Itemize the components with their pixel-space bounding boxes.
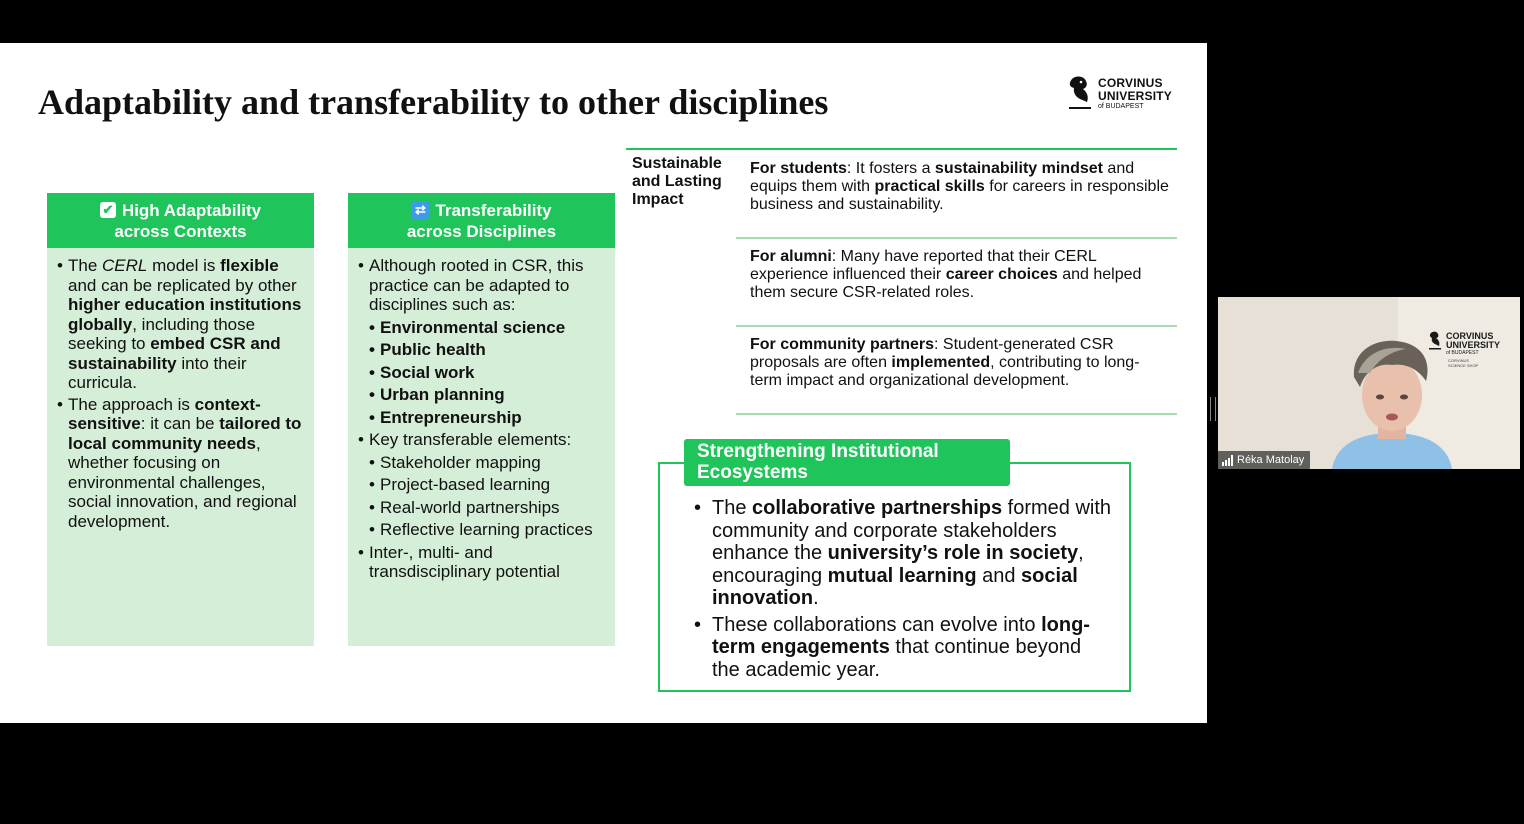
transferable-element-item: • Reflective learning practices: [358, 520, 605, 540]
list-item: [694, 497, 1114, 610]
text-run: into their curricula.: [68, 353, 247, 392]
impact-alumni: [750, 248, 1170, 302]
text-run: implemented: [891, 354, 991, 371]
text-run: university’s role in society: [827, 542, 1079, 564]
divider: [736, 237, 1177, 239]
panel-resize-handle[interactable]: [1210, 397, 1216, 421]
card-heading: ✔ High Adaptability across Contexts: [47, 193, 314, 248]
card-body: [47, 248, 314, 531]
text-run: social innovation: [712, 564, 1078, 609]
text-run: , contributing to long-term impact and organizational development.: [750, 354, 1140, 389]
list-item: • Although rooted in CSR, this practice can be adapted to disciplines such as:: [358, 256, 605, 315]
list-item: • Key transferable elements:: [358, 430, 605, 450]
list-item: [57, 395, 304, 532]
transferable-element-item: • Project-based learning: [358, 475, 605, 495]
text-run: These collaborations can evolve into: [712, 613, 1042, 636]
text-run: model is: [147, 256, 221, 275]
text-run: practical skills: [874, 178, 985, 195]
text-run: The: [68, 256, 103, 275]
text-run: and can be replicated by other: [68, 275, 297, 295]
strengthening-heading: Strengthening Institutional Ecosystems: [684, 439, 1010, 486]
text-run: long-term engagements: [712, 613, 1090, 658]
text-run: For community partners: [750, 336, 935, 353]
text-run: The approach is: [68, 394, 195, 414]
text-run: career choices: [945, 266, 1058, 283]
discipline-item: • Public health: [358, 340, 605, 360]
discipline-item: • Urban planning: [358, 385, 605, 405]
raven-logo-icon: [1066, 75, 1094, 111]
text-run: context-sensitive: [68, 394, 261, 433]
strengthening-body: [694, 497, 1114, 685]
transferable-element-item: • Stakeholder mapping: [358, 453, 605, 473]
text-run: For students: [750, 160, 847, 177]
check-box-icon: ✔: [100, 202, 116, 218]
card-body: [348, 248, 615, 582]
impact-label: Sustainable and Lasting Impact: [632, 155, 722, 208]
text-run: : Many have reported that their CERL experience influenced their: [750, 248, 1097, 283]
text-run: tailored to local community needs: [68, 414, 302, 453]
text-run: higher education institutions globally: [68, 295, 302, 334]
text-run: embed CSR and sustainability: [68, 334, 281, 373]
discipline-item: • Entrepreneurship: [358, 408, 605, 428]
text-run: , including those seeking to: [68, 314, 256, 353]
transferability-card: [348, 193, 615, 646]
text-run: , encouraging: [712, 542, 1084, 587]
text-run: : Student-generated CSR proposals are often: [750, 336, 1114, 371]
section-divider: [626, 148, 1177, 150]
text-run: flexible: [220, 256, 279, 275]
participant-name-label: Réka Matolay: [1218, 451, 1310, 469]
list-item: [57, 256, 304, 393]
text-run: and: [976, 564, 1022, 587]
high-adaptability-card: [47, 193, 314, 646]
text-run: : It fosters a: [846, 160, 935, 177]
text-run: and equips them with: [750, 160, 1135, 195]
logo-subtext: of BUDAPEST: [1098, 103, 1144, 110]
list-item: [694, 614, 1114, 682]
transferable-element-item: • Real-world partnerships: [358, 498, 605, 518]
text-run: collaborative partnerships: [752, 497, 1003, 519]
cycle-arrows-icon: ⇄: [411, 201, 429, 219]
slide-title: Adaptability and transferability to other disciplines: [38, 82, 829, 122]
discipline-item: • Environmental science: [358, 318, 605, 338]
text-run: The: [712, 497, 753, 519]
text-run: , whether focusing on environmental challenges, social innovation, and regional development.: [68, 433, 297, 531]
text-run: For alumni: [750, 248, 832, 265]
discipline-item: • Social work: [358, 363, 605, 383]
divider: [736, 325, 1177, 327]
text-run: sustainability mindset: [934, 160, 1103, 177]
impact-students: [750, 160, 1170, 214]
divider: [736, 413, 1177, 415]
wall-logo: CORVINUS UNIVERSITY of BUDAPEST CORVINUS SCIENCE SHOP: [1428, 331, 1508, 371]
card-heading: ⇄ Transferability across Disciplines: [348, 193, 615, 248]
presentation-slide: [0, 43, 1207, 723]
text-run: that continue beyond the academic year.: [712, 636, 1082, 681]
text-run: .: [813, 587, 819, 609]
signal-strength-icon: [1222, 455, 1233, 466]
text-run: for careers in responsible business and sustainability.: [750, 178, 1169, 213]
impact-community-partners: [750, 336, 1170, 390]
text-run: and helped them secure CSR-related roles.: [750, 266, 1142, 301]
participant-camera-feed: [1322, 333, 1462, 469]
list-item: • Inter-, multi- and transdisciplinary potential: [358, 543, 605, 582]
university-logo: [1066, 73, 1186, 113]
text-run: CERL: [102, 256, 148, 275]
participant-video-tile[interactable]: [1218, 297, 1520, 469]
text-run: : it can be: [140, 414, 220, 433]
text-run: mutual learning: [827, 564, 977, 587]
text-run: formed with community and corporate stakeholders enhance the: [712, 497, 1112, 564]
logo-wordmark: CORVINUS UNIVERSITY: [1098, 76, 1173, 103]
